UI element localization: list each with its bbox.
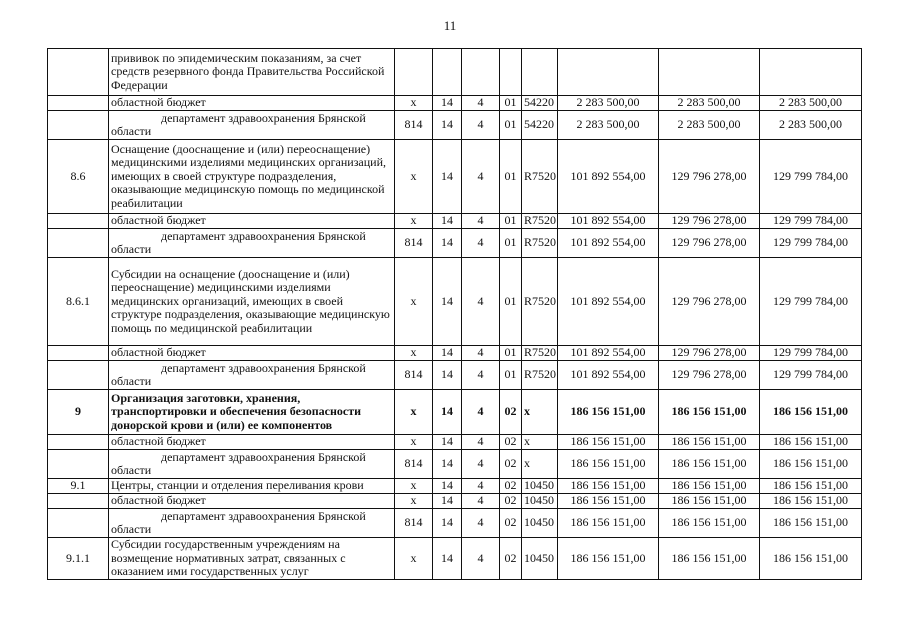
subsection-cell: 4	[462, 538, 500, 580]
amount-year1-cell: 2 283 500,00	[558, 111, 659, 140]
grbs-cell: x	[395, 390, 433, 435]
amount-year1-cell: 186 156 151,00	[558, 390, 659, 435]
amount-year2-cell: 186 156 151,00	[659, 450, 760, 479]
target-article-cell: x	[522, 390, 558, 435]
row-number-cell: 8.6.1	[48, 258, 109, 346]
target-article-cell	[522, 49, 558, 96]
grbs-cell: 814	[395, 229, 433, 258]
program-code-cell: 02	[500, 479, 522, 494]
amount-year1-cell: 186 156 151,00	[558, 450, 659, 479]
table-row	[48, 346, 862, 361]
section-cell: 14	[433, 214, 462, 229]
amount-year2-cell: 186 156 151,00	[659, 435, 760, 450]
table-row	[48, 214, 862, 229]
program-code-cell: 01	[500, 214, 522, 229]
grbs-cell: x	[395, 346, 433, 361]
row-number-cell	[48, 450, 109, 479]
amount-year3-cell: 129 799 784,00	[760, 361, 862, 390]
table-row	[48, 509, 862, 538]
target-article-cell: x	[522, 435, 558, 450]
target-article-cell: 10450	[522, 494, 558, 509]
grbs-cell: 814	[395, 509, 433, 538]
grbs-cell: x	[395, 538, 433, 580]
row-number-cell	[48, 435, 109, 450]
grbs-cell: x	[395, 479, 433, 494]
section-cell: 14	[433, 96, 462, 111]
grbs-cell: 814	[395, 450, 433, 479]
amount-year3-cell: 186 156 151,00	[760, 435, 862, 450]
grbs-cell: 814	[395, 111, 433, 140]
table-row	[48, 390, 862, 435]
amount-year1-cell	[558, 49, 659, 96]
row-number-cell	[48, 111, 109, 140]
grbs-cell: x	[395, 140, 433, 214]
amount-year1-cell: 101 892 554,00	[558, 361, 659, 390]
section-cell: 14	[433, 111, 462, 140]
section-cell: 14	[433, 140, 462, 214]
section-cell: 14	[433, 361, 462, 390]
amount-year2-cell: 129 796 278,00	[659, 214, 760, 229]
target-article-cell: 10450	[522, 509, 558, 538]
subsection-cell: 4	[462, 258, 500, 346]
amount-year2-cell	[659, 49, 760, 96]
section-cell: 14	[433, 450, 462, 479]
target-article-cell: x	[522, 450, 558, 479]
section-cell: 14	[433, 258, 462, 346]
description-cell: прививок по эпидемическим показаниям, за счет средств резервного фонда Правительства Российской Федерации	[109, 49, 395, 96]
subsection-cell: 4	[462, 140, 500, 214]
amount-year3-cell: 186 156 151,00	[760, 390, 862, 435]
section-cell	[433, 49, 462, 96]
grbs-cell: x	[395, 214, 433, 229]
amount-year3-cell: 186 156 151,00	[760, 450, 862, 479]
description-cell: областной бюджет	[109, 346, 395, 361]
program-code-cell: 01	[500, 140, 522, 214]
amount-year2-cell: 186 156 151,00	[659, 538, 760, 580]
section-cell: 14	[433, 346, 462, 361]
amount-year1-cell: 186 156 151,00	[558, 509, 659, 538]
amount-year3-cell: 129 799 784,00	[760, 214, 862, 229]
organization-name: департамент здравоохранения Брянской области	[111, 449, 366, 477]
program-code-cell: 01	[500, 346, 522, 361]
subsection-cell	[462, 49, 500, 96]
section-cell: 14	[433, 494, 462, 509]
amount-year3-cell: 129 799 784,00	[760, 140, 862, 214]
amount-year2-cell: 2 283 500,00	[659, 96, 760, 111]
section-cell: 14	[433, 509, 462, 538]
program-code-cell: 01	[500, 258, 522, 346]
subsection-cell: 4	[462, 494, 500, 509]
target-article-cell: R7520	[522, 258, 558, 346]
program-code-cell: 02	[500, 509, 522, 538]
amount-year1-cell: 101 892 554,00	[558, 258, 659, 346]
program-code-cell: 01	[500, 229, 522, 258]
amount-year3-cell: 129 799 784,00	[760, 229, 862, 258]
grbs-cell: x	[395, 494, 433, 509]
section-cell: 14	[433, 479, 462, 494]
grbs-cell	[395, 49, 433, 96]
subsection-cell: 4	[462, 435, 500, 450]
subsection-cell: 4	[462, 346, 500, 361]
amount-year2-cell: 186 156 151,00	[659, 494, 760, 509]
row-number-cell: 9.1.1	[48, 538, 109, 580]
row-number-cell	[48, 509, 109, 538]
amount-year3-cell: 129 799 784,00	[760, 346, 862, 361]
amount-year3-cell: 129 799 784,00	[760, 258, 862, 346]
table-row	[48, 229, 862, 258]
description-cell	[109, 509, 395, 538]
table-row	[48, 450, 862, 479]
program-code-cell: 02	[500, 450, 522, 479]
amount-year1-cell: 101 892 554,00	[558, 229, 659, 258]
amount-year1-cell: 2 283 500,00	[558, 96, 659, 111]
amount-year1-cell: 186 156 151,00	[558, 435, 659, 450]
target-article-cell: R7520	[522, 361, 558, 390]
amount-year3-cell: 186 156 151,00	[760, 509, 862, 538]
row-number-cell	[48, 49, 109, 96]
section-cell: 14	[433, 229, 462, 258]
subsection-cell: 4	[462, 111, 500, 140]
amount-year2-cell: 186 156 151,00	[659, 479, 760, 494]
amount-year1-cell: 186 156 151,00	[558, 479, 659, 494]
amount-year3-cell	[760, 49, 862, 96]
amount-year3-cell: 186 156 151,00	[760, 494, 862, 509]
description-cell: областной бюджет	[109, 96, 395, 111]
row-number-cell	[48, 361, 109, 390]
description-cell: областной бюджет	[109, 214, 395, 229]
amount-year2-cell: 129 796 278,00	[659, 346, 760, 361]
amount-year2-cell: 2 283 500,00	[659, 111, 760, 140]
grbs-cell: x	[395, 96, 433, 111]
amount-year2-cell: 186 156 151,00	[659, 509, 760, 538]
row-number-cell	[48, 494, 109, 509]
subsection-cell: 4	[462, 509, 500, 538]
budget-table	[47, 48, 862, 580]
description-cell: Субсидии на оснащение (дооснащение и (или) переоснащение) медицинскими изделиями медицинских организаций, имеющих в своей структуре подразделения, оказывающие медицинскую помощь по медицинской реабилитации	[109, 258, 395, 346]
table-row	[48, 140, 862, 214]
table-row	[48, 494, 862, 509]
description-cell	[109, 450, 395, 479]
program-code-cell: 01	[500, 111, 522, 140]
row-number-cell	[48, 96, 109, 111]
target-article-cell: R7520	[522, 229, 558, 258]
row-number-cell: 8.6	[48, 140, 109, 214]
amount-year3-cell: 186 156 151,00	[760, 538, 862, 580]
target-article-cell: 54220	[522, 96, 558, 111]
organization-name: департамент здравоохранения Брянской области	[111, 110, 366, 138]
target-article-cell: 10450	[522, 538, 558, 580]
subsection-cell: 4	[462, 96, 500, 111]
grbs-cell: x	[395, 435, 433, 450]
description-cell: областной бюджет	[109, 435, 395, 450]
organization-name: департамент здравоохранения Брянской области	[111, 360, 366, 388]
target-article-cell: R7520	[522, 140, 558, 214]
table-row	[48, 361, 862, 390]
table-row	[48, 111, 862, 140]
amount-year1-cell: 186 156 151,00	[558, 494, 659, 509]
row-number-cell: 9.1	[48, 479, 109, 494]
target-article-cell: R7520	[522, 214, 558, 229]
program-code-cell: 02	[500, 538, 522, 580]
amount-year2-cell: 186 156 151,00	[659, 390, 760, 435]
row-number-cell	[48, 346, 109, 361]
subsection-cell: 4	[462, 361, 500, 390]
amount-year1-cell: 101 892 554,00	[558, 346, 659, 361]
table-row	[48, 258, 862, 346]
table-row	[48, 435, 862, 450]
amount-year1-cell: 186 156 151,00	[558, 538, 659, 580]
program-code-cell	[500, 49, 522, 96]
row-number-cell: 9	[48, 390, 109, 435]
amount-year2-cell: 129 796 278,00	[659, 229, 760, 258]
section-cell: 14	[433, 390, 462, 435]
amount-year3-cell: 2 283 500,00	[760, 96, 862, 111]
table-row	[48, 538, 862, 580]
subsection-cell: 4	[462, 479, 500, 494]
target-article-cell: 10450	[522, 479, 558, 494]
program-code-cell: 01	[500, 361, 522, 390]
description-cell: Организация заготовки, хранения, транспортировки и обеспечения безопасности донорской крови и (или) ее компонентов	[109, 390, 395, 435]
row-number-cell	[48, 229, 109, 258]
amount-year2-cell: 129 796 278,00	[659, 361, 760, 390]
section-cell: 14	[433, 435, 462, 450]
description-cell	[109, 111, 395, 140]
subsection-cell: 4	[462, 450, 500, 479]
page-number: 11	[443, 18, 457, 33]
description-cell: Субсидии государственным учреждениям на возмещение нормативных затрат, связанных с оказанием ими государственных услуг	[109, 538, 395, 580]
description-cell	[109, 229, 395, 258]
table-row	[48, 96, 862, 111]
description-cell: Центры, станции и отделения переливания крови	[109, 479, 395, 494]
program-code-cell: 02	[500, 435, 522, 450]
amount-year1-cell: 101 892 554,00	[558, 214, 659, 229]
description-cell	[109, 361, 395, 390]
amount-year3-cell: 186 156 151,00	[760, 479, 862, 494]
subsection-cell: 4	[462, 390, 500, 435]
subsection-cell: 4	[462, 229, 500, 258]
amount-year2-cell: 129 796 278,00	[659, 140, 760, 214]
grbs-cell: x	[395, 258, 433, 346]
section-cell: 14	[433, 538, 462, 580]
amount-year3-cell: 2 283 500,00	[760, 111, 862, 140]
table-row	[48, 49, 862, 96]
description-cell: областной бюджет	[109, 494, 395, 509]
program-code-cell: 02	[500, 390, 522, 435]
organization-name: департамент здравоохранения Брянской области	[111, 508, 366, 536]
organization-name: департамент здравоохранения Брянской области	[111, 228, 366, 256]
subsection-cell: 4	[462, 214, 500, 229]
program-code-cell: 01	[500, 96, 522, 111]
row-number-cell	[48, 214, 109, 229]
program-code-cell: 02	[500, 494, 522, 509]
table-row	[48, 479, 862, 494]
amount-year1-cell: 101 892 554,00	[558, 140, 659, 214]
description-cell: Оснащение (дооснащение и (или) переоснащение) медицинскими изделиями медицинских организаций, имеющих в своей структуре подразделения, оказывающие медицинскую помощь по медицинской реабилитации	[109, 140, 395, 214]
amount-year2-cell: 129 796 278,00	[659, 258, 760, 346]
target-article-cell: 54220	[522, 111, 558, 140]
grbs-cell: 814	[395, 361, 433, 390]
target-article-cell: R7520	[522, 346, 558, 361]
